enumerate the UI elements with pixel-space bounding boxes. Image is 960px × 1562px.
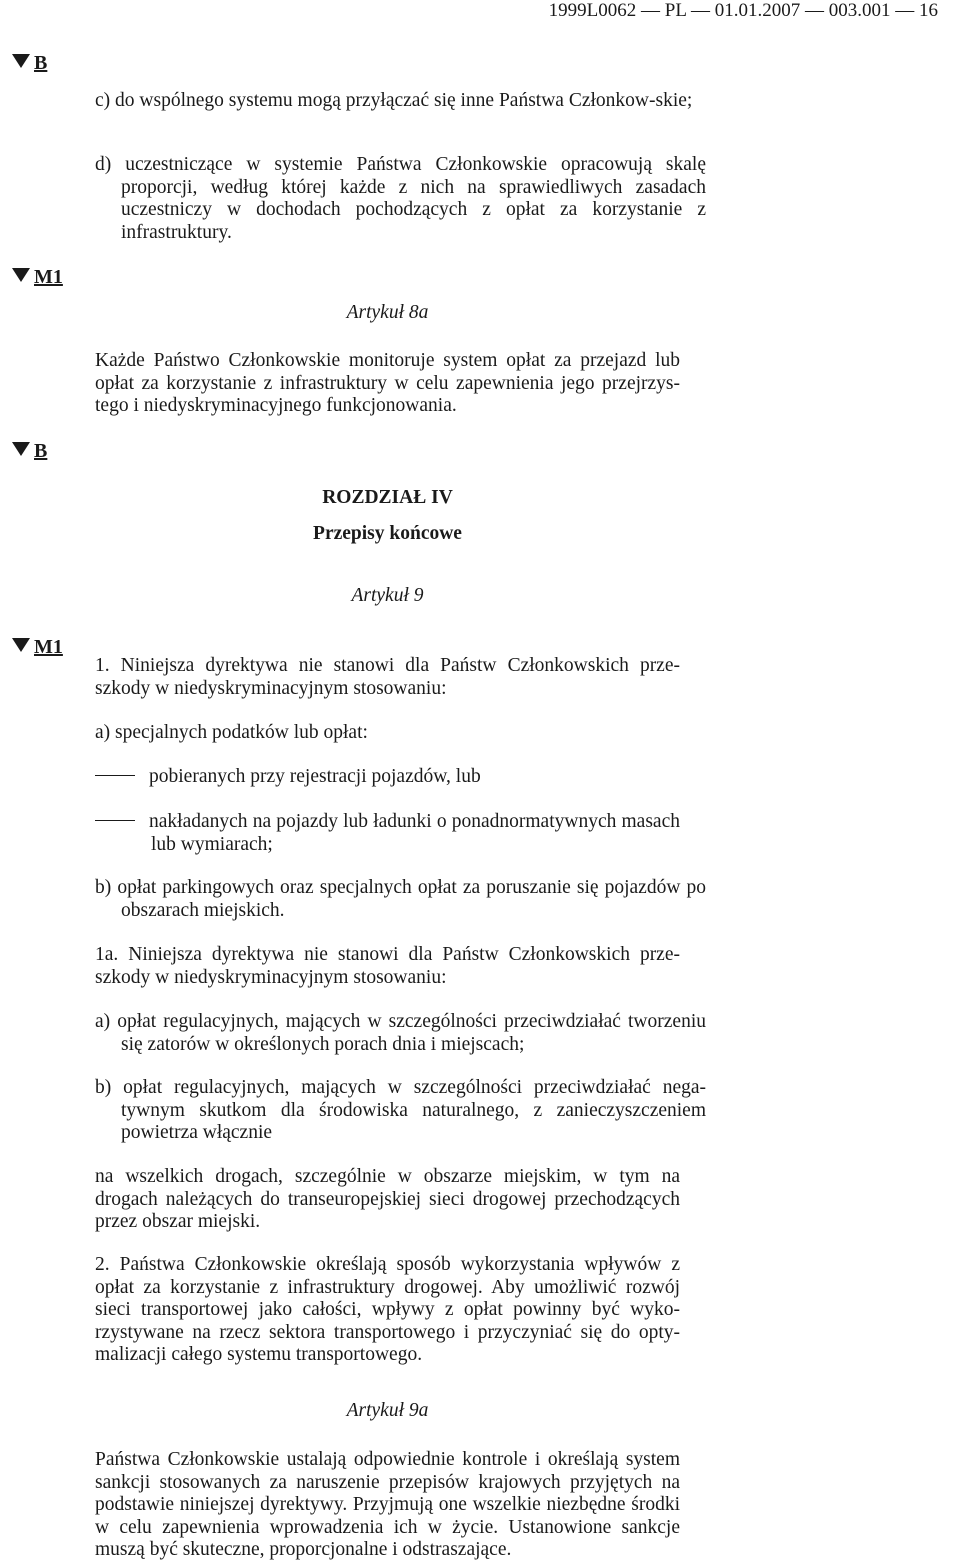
amendment-marker-m1: M1	[12, 266, 63, 289]
triangle-down-icon	[12, 638, 30, 652]
amendment-marker-b: B	[12, 440, 47, 463]
article-9-title: Artykuł 9	[351, 585, 424, 606]
triangle-down-icon	[12, 54, 30, 68]
em-dash	[95, 820, 135, 821]
article-9-para-1a-item-b: b) opłat regulacyjnych, mających w szczególności przeciwdziałać nega-tywnym skutkom dla środowiska naturalnego, z zanieczyszczeniem powietrza włącznie	[95, 1077, 706, 1143]
amendment-marker-m1: M1	[12, 636, 63, 659]
article-8a-text: Każde Państwo Członkowskie monitoruje system opłat za przejazd lub opłat za korzystanie z infrastruktury w celu zapewnienia jego przejrzys-tego i niedyskryminacyjnego funkcjonowania.	[95, 350, 680, 416]
amendment-marker-b: B	[12, 52, 47, 75]
article-9-item-a: a) specjalnych podatków lub opłat:	[95, 722, 368, 743]
em-dash	[95, 775, 135, 776]
chapter-title: ROZDZIAŁ IV	[322, 487, 453, 508]
item-d: d) uczestniczące w systemie Państwa Członkowskie opracowują skalę proporcji, według której każde z nich na sprawiedliwych zasadach uczestniczy w dochodach pochodzących z opłat za korzystanie z infrastruktury.	[95, 154, 706, 243]
article-9-item-b: b) opłat parkingowych oraz specjalnych opłat za poruszanie się pojazdów po obszarach miejskich.	[95, 877, 706, 921]
article-8a-title: Artykuł 8a	[346, 302, 429, 323]
article-9-para-2: 2. Państwa Członkowskie określają sposób wykorzystania wpływów z opłat za korzystanie z infrastruktury drogowej. Aby umożliwić rozwój sieci transportowej jako całości, wpływy z opłat powinny być wyko-rzystywane na rzecz sektora transportowego i przyczyniać się do opty-malizacji całego systemu transportowego.	[95, 1254, 680, 1365]
article-9a-text: Państwa Członkowskie ustalają odpowiednie kontrole i określają system sankcji stosowanych za naruszenie przepisów krajowych przyjętych na podstawie niniejszej dyrektywy. Przyjmują one wszelkie niezbędne środki w celu zapewnienia wprowadzenia ich w życie. Ustanowione sankcje muszą być skuteczne, proporcjonalne i odstraszające.	[95, 1449, 680, 1560]
item-c: c) do wspólnego systemu mogą przyłączać się inne Państwa Członkow-skie;	[95, 90, 693, 111]
chapter-subtitle: Przepisy końcowe	[313, 523, 462, 544]
list-item: nakładanych na pojazdy lub ładunki o ponadnormatywnych masach lub wymiarach;	[95, 811, 680, 856]
article-9-para-1: 1. Niniejsza dyrektywa nie stanowi dla Państw Członkowskich prze-szkody w niedyskryminacyjnym stosowaniu:	[95, 655, 680, 699]
triangle-down-icon	[12, 268, 30, 282]
list-item: pobieranych przy rejestracji pojazdów, lub	[95, 766, 680, 789]
document-header: 1999L0062 — PL — 01.01.2007 — 003.001 — 16	[548, 0, 938, 21]
article-9-para-1a-tail: na wszelkich drogach, szczególnie w obszarze miejskim, w tym na drogach należących do transeuropejskiej sieci drogowej przechodzących przez obszar miejski.	[95, 1166, 680, 1232]
article-9a-title: Artykuł 9a	[346, 1400, 429, 1421]
article-9-para-1a: 1a. Niniejsza dyrektywa nie stanowi dla Państw Członkowskich prze-szkody w niedyskryminacyjnym stosowaniu:	[95, 944, 680, 988]
article-9-para-1a-item-a: a) opłat regulacyjnych, mających w szczególności przeciwdziałać tworzeniu się zatorów w określonych porach dnia i miejscach;	[95, 1011, 706, 1055]
triangle-down-icon	[12, 442, 30, 456]
